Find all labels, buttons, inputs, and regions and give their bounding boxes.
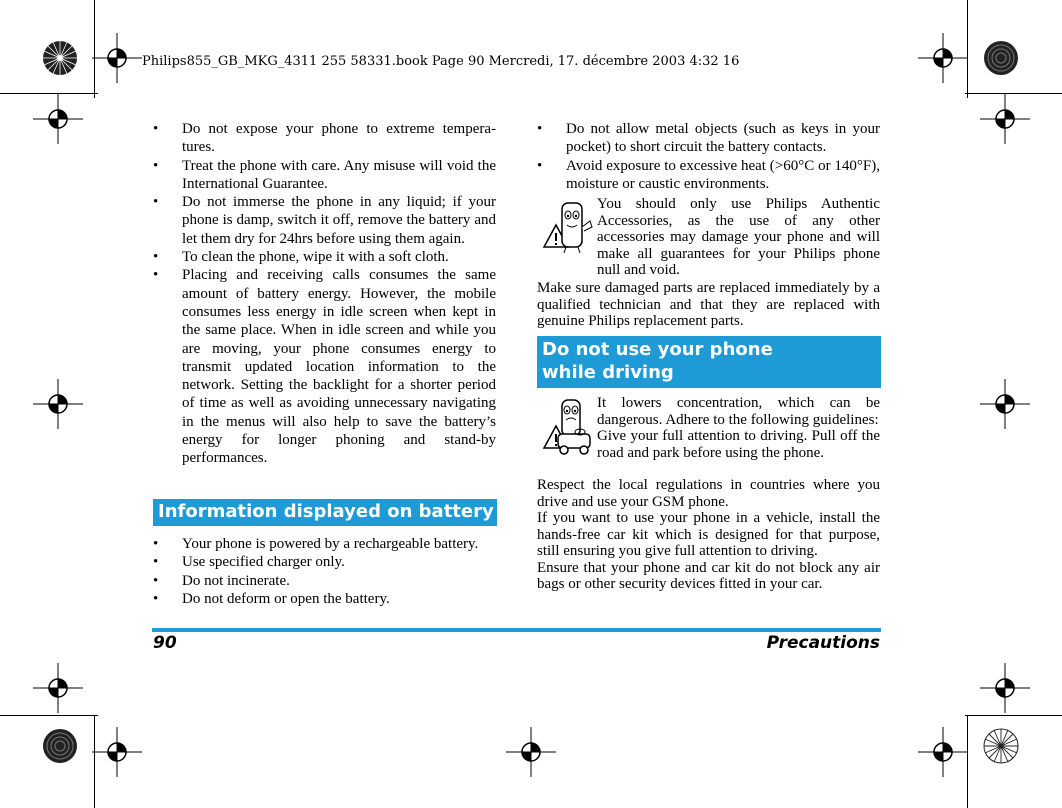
registration-mark-icon: [918, 727, 968, 777]
phone-warning-icon: [540, 197, 594, 255]
accessories-note: You should only use Philips Authentic Accessories, as the use of any other accessories may damage your phone and will make all guarantees for your Philips phone null and void.: [597, 196, 880, 278]
starburst-mark-icon: [983, 728, 1019, 764]
section-title: Precautions: [766, 633, 880, 653]
registration-mark-icon: [33, 94, 83, 144]
file-info-header: Philips855_GB_MKG_4311 255 58331.book Page 90 Mercredi, 17. décembre 2003 4:32 16: [142, 54, 740, 69]
list-item: • Use specified charger only.: [153, 553, 496, 571]
battery-heading: Information displayed on battery: [153, 499, 497, 526]
list-item: • Your phone is powered by a rechargeable battery.: [153, 535, 496, 553]
driving-heading-line-1: Do not use your phone: [542, 339, 773, 360]
replacement-block: [537, 280, 880, 330]
registration-mark-icon: [33, 663, 83, 713]
trim-mark: [965, 715, 1062, 716]
registration-mark-icon: [92, 33, 142, 83]
driving-note-2: Give your full attention to driving. Pull off the road and park before using the phone.: [597, 428, 880, 461]
driving-note: [597, 395, 880, 461]
list-item: • Treat the phone with care. Any misuse will void the International Guarantee.: [153, 157, 496, 194]
battery-list: [153, 535, 496, 608]
driving-heading: [537, 336, 881, 388]
list-item: • Do not incinerate.: [153, 572, 496, 590]
replacement-paragraph: Make sure damaged parts are replaced immediately by a qualified technician and that they are replaced with genuine Philips replacement parts.: [537, 280, 880, 329]
accessories-note-top: [597, 196, 880, 279]
list-item: • To clean the phone, wipe it with a soft cloth.: [153, 248, 496, 266]
list-item: • Placing and receiving calls consumes the same amount of battery energy. However, the mobile consumes less energy in idle screen when kept in the same place. When in idle screen and while you are moving, your phone consumes energy to transmit updated location information to the network. Setting the backlight for a shorter period of time as well as avoiding unnecessary navigating in the menus will also help to save the battery’s energy for longer phoning and stand-by performances.: [153, 266, 496, 467]
driving-heading-line-2: while driving: [542, 362, 674, 383]
starburst-mark-icon: [983, 40, 1019, 76]
driving-paragraph: If you want to use your phone in a vehicle, install the hands-free car kit which is designed for that purpose, still ensuring you give full attention to driving.: [537, 510, 880, 559]
driving-paragraphs: [537, 477, 880, 593]
registration-mark-icon: [980, 94, 1030, 144]
right-column: [537, 120, 880, 193]
trim-mark: [0, 715, 98, 716]
battery-list-container: [153, 535, 496, 608]
driving-paragraph: Respect the local regulations in countries where you drive and use your GSM phone.: [537, 477, 880, 510]
list-item: • Do not immerse the phone in any liquid; if your phone is damp, switch it off, remove the battery and let them dry for 24hrs before using them again.: [153, 193, 496, 248]
registration-mark-icon: [33, 379, 83, 429]
registration-mark-icon: [506, 727, 556, 777]
registration-mark-icon: [980, 379, 1030, 429]
registration-mark-icon: [92, 727, 142, 777]
page-number: 90: [153, 633, 177, 653]
list-item: • Avoid exposure to excessive heat (>60°C or 140°F), moisture or caustic environments.: [537, 157, 880, 194]
list-item: • Do not allow metal objects (such as keys in your pocket) to short circuit the battery contacts.: [537, 120, 880, 157]
phone-driving-warning-icon: [540, 396, 596, 456]
left-column: [153, 120, 496, 468]
registration-mark-icon: [980, 663, 1030, 713]
starburst-mark-icon: [42, 40, 78, 76]
footer-rule: [152, 628, 881, 632]
precautions-list: [153, 120, 496, 468]
starburst-mark-icon: [42, 728, 78, 764]
registration-mark-icon: [918, 33, 968, 83]
driving-note-1: It lowers concentration, which can be dangerous. Adhere to the following guidelines:: [597, 395, 880, 428]
list-item: • Do not expose your phone to extreme tempera-tures.: [153, 120, 496, 157]
battery-precautions-list: [537, 120, 880, 193]
list-item: • Do not deform or open the battery.: [153, 590, 496, 608]
driving-paragraph: Ensure that your phone and car kit do not block any air bags or other security devices fitted in your car.: [537, 559, 880, 592]
